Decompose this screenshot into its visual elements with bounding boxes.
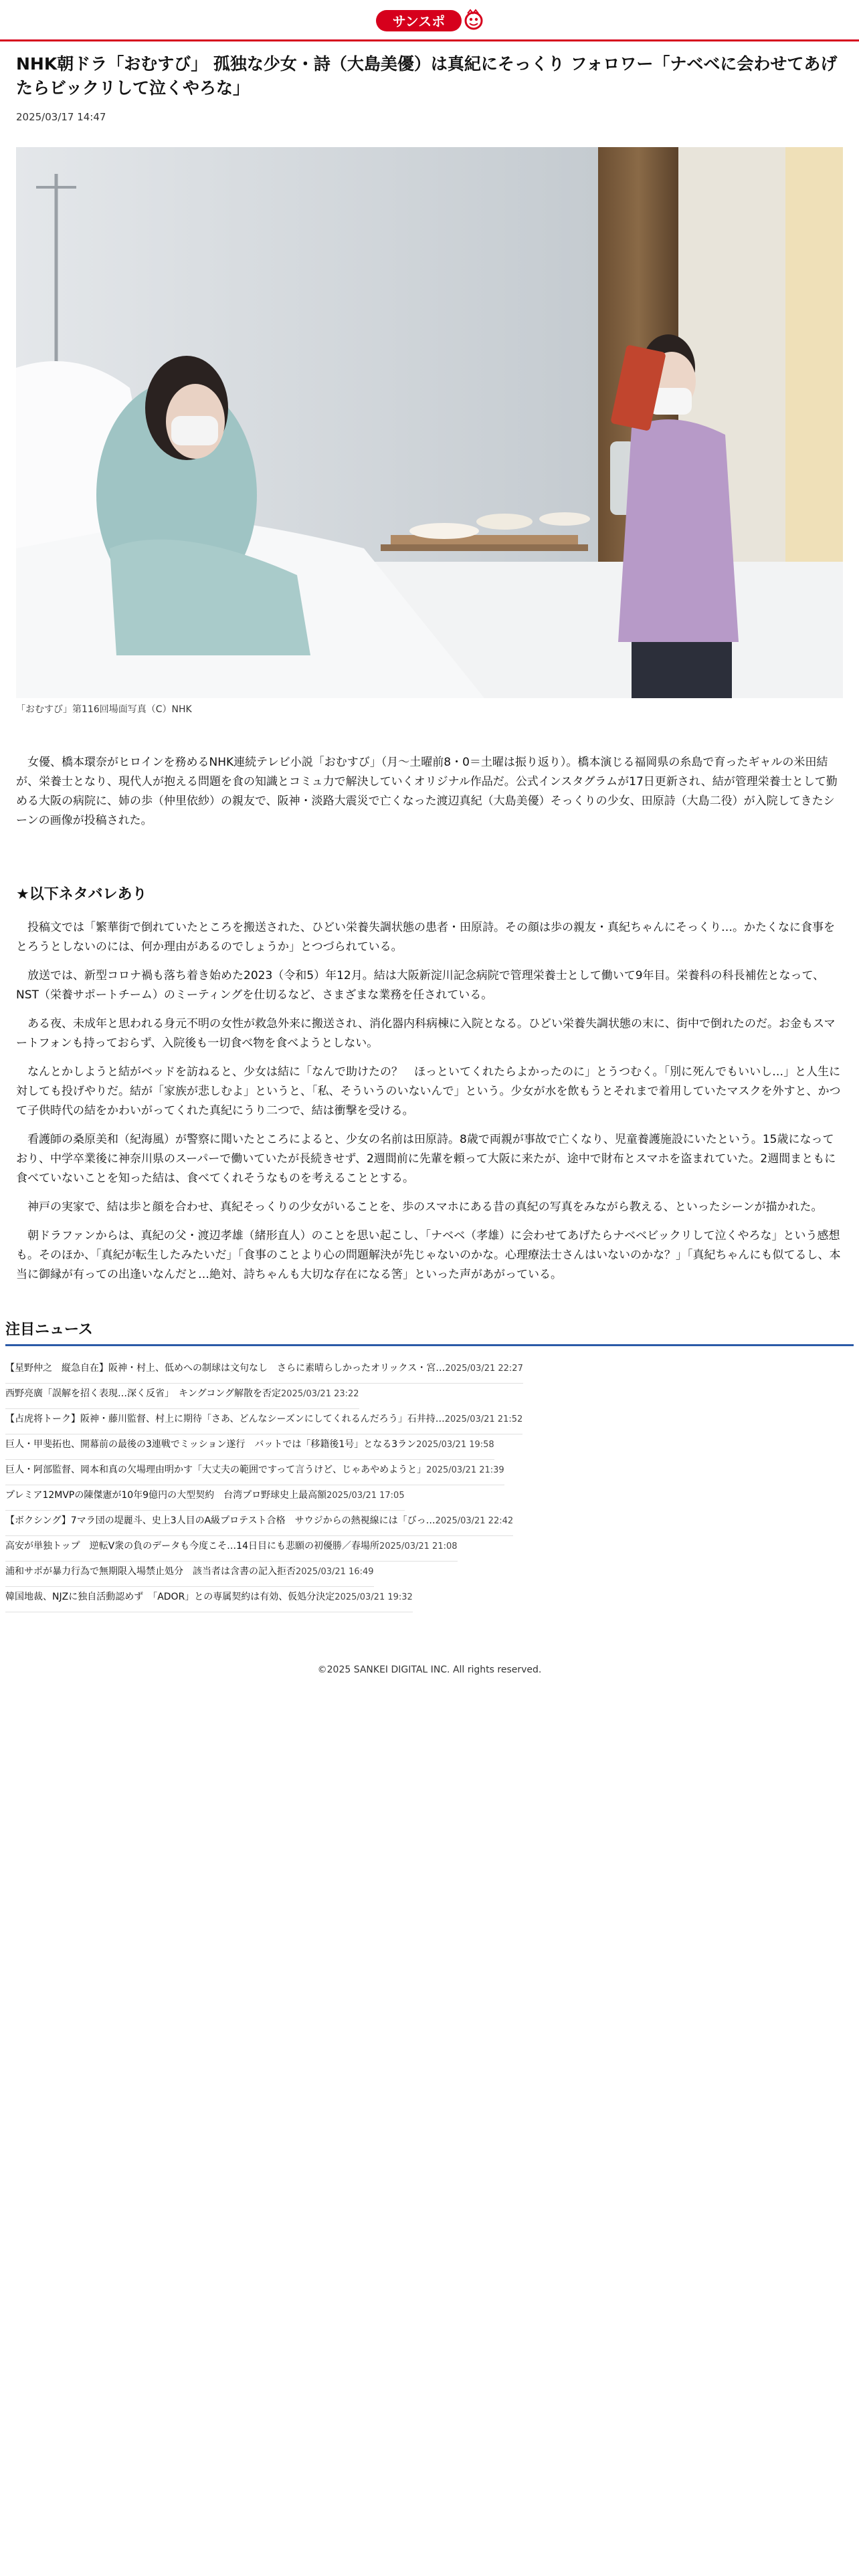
news-time: 2025/03/21 17:05 xyxy=(326,1491,405,1501)
article-body xyxy=(16,753,843,1285)
news-list xyxy=(5,1358,854,1612)
article-date: 2025/03/17 14:47 xyxy=(16,111,106,123)
body-paragraph: 看護師の桑原美和（紀海風）が警察に聞いたところによると、少女の名前は田原詩。8歳で両親が事故で亡くなり、児童養護施設にいたという。15歳になっており、中学卒業後に神奈川県のスーパーで働いていたが長続きせず、2週間前に先輩を頼って大阪に来たが、途中で財布とスマホを盗まれていた。2週間まともに食べていないことを知った結は、食べてくれそうなものを考えることとする。 xyxy=(16,1133,836,1185)
news-item[interactable] xyxy=(5,1434,494,1460)
news-title[interactable]: 高安が単独トップ 逆転V衆の負のデータも今度こそ…14日目にも悲願の初優勝／春場所 xyxy=(5,1541,379,1551)
news-time: 2025/03/21 23:22 xyxy=(281,1389,359,1399)
photo-caption: 「おむすび」第116回場面写真（C）NHK xyxy=(16,704,192,715)
news-item[interactable] xyxy=(5,1485,405,1511)
news-item[interactable] xyxy=(5,1511,513,1536)
site-header xyxy=(0,0,859,41)
news-title[interactable]: プレミア12MVPの陳傑憲が10年9億円の大型契約 台湾プロ野球史上最高額 xyxy=(5,1490,327,1501)
news-title[interactable]: 西野亮廣「誤解を招く表現…深く反省」 キングコング解散を否定 xyxy=(5,1388,282,1399)
body-paragraph: 神戸の実家で、結は歩と顔を合わせ、真紀そっくりの少女がいることを、歩のスマホにある昔の真紀の写真をみながら教える、といったシーンが描かれた。 xyxy=(27,1200,823,1214)
spoiler-heading: ★以下ネタバレあり xyxy=(16,886,147,903)
news-time: 2025/03/21 21:39 xyxy=(426,1465,504,1475)
news-title[interactable]: 巨人・阿部監督、岡本和真の欠場理由明かす「大丈夫の範囲ですって言うけど、じゃあやめようと」 xyxy=(5,1465,427,1475)
news-title[interactable]: 巨人・甲斐拓也、開幕前の最後の3連戦でミッション遂行 バットでは「移籍後1号」となる3ラン xyxy=(5,1439,417,1450)
news-heading: 注目ニュース xyxy=(5,1318,854,1346)
news-time: 2025/03/21 21:08 xyxy=(379,1541,458,1551)
body-paragraph: 放送では、新型コロナ禍も落ち着き始めた2023（令和5）年12月。結は大阪新淀川記念病院で管理栄養士として働いて9年目。栄養科の科長補佐となって、NST（栄養サポートチーム）のミーティングを仕切るなど、さまざまな業務を任されている。 xyxy=(16,969,825,1002)
article-photo xyxy=(16,147,843,698)
news-item[interactable] xyxy=(5,1409,522,1434)
news-time: 2025/03/21 16:49 xyxy=(296,1567,374,1577)
news-time: 2025/03/21 21:52 xyxy=(444,1414,523,1424)
intro-paragraph: 女優、橋本環奈がヒロインを務めるNHK連続テレビ小説「おむすび」（月～土曜前8・0＝土曜は振り返り）。橋本演じる福岡県の糸島で育ったギャルの米田結が、栄養士となり、現代人が抱える問題を食の知識とコミュ力で解決していくオリジナル作品だ。公式インスタグラムが17日更新され、結が管理栄養士として勤める大阪の病院に、姉の歩（仲里依紗）の親友で、阪神・淡路大震災で亡くなった渡辺真紀（大島美優）そっくりの少女、田原詩（大島二役）が入院してきたシーンの画像が投稿された。 xyxy=(16,756,838,827)
news-time: 2025/03/21 22:27 xyxy=(445,1364,523,1374)
news-title[interactable]: 浦和サポが暴力行為で無期限入場禁止処分 該当者は含書の記入拒否 xyxy=(5,1566,296,1577)
body-paragraph: ある夜、未成年と思われる身元不明の女性が救急外来に搬送され、消化器内科病棟に入院となる。ひどい栄養失調状態の末に、街中で倒れたのだ。お金もスマートフォンも持っておらず、入院後も一切食べ物を食べようとしない。 xyxy=(16,1017,836,1050)
news-title[interactable]: 【ボクシング】7マラ団の堤麗斗、史上3人目のA級プロテスト合格 サウジからの熱視線には「びっ… xyxy=(5,1515,436,1526)
news-item[interactable] xyxy=(5,1562,374,1587)
article-title: NHK朝ドラ「おむすび」 孤独な少女・詩（大島美優）は真紀にそっくり フォロワー「ナベベに会わせてあげたらビックリして泣くやろな」 xyxy=(16,54,838,98)
news-title[interactable]: 【占虎将トーク】阪神・藤川監督、村上に期待「さあ、どんなシーズンにしてくれるんだろう」石井持… xyxy=(5,1414,445,1424)
news-item[interactable] xyxy=(5,1384,359,1409)
logo-text: サンスポ xyxy=(392,13,446,29)
news-item[interactable] xyxy=(5,1587,413,1612)
sanspo-logo[interactable] xyxy=(376,7,483,34)
hospital-scene-image xyxy=(16,147,843,698)
footer-copyright: ©2025 SANKEI DIGITAL INC. All rights reserved. xyxy=(317,1665,542,1675)
body-paragraph: 投稿文では「繁華街で倒れていたところを搬送された、ひどい栄養失調状態の患者・田原詩。その顔は歩の親友・真紀ちゃんにそっくり…。かたくなに食事をとろうとしないのには、何か理由があるのでしょうか」とつづられている。 xyxy=(16,921,835,954)
news-title[interactable]: 【星野仲之 縦急自在】阪神・村上、低めへの制球は文句なし さらに素晴らしかったオリックス・宮… xyxy=(5,1363,446,1374)
news-item[interactable] xyxy=(5,1536,458,1562)
featured-news xyxy=(0,1318,859,1612)
news-item[interactable] xyxy=(5,1358,523,1384)
article xyxy=(0,52,859,1285)
body-paragraph: なんとかしようと結がベッドを訪ねると、少女は結に「なんで助けたの？ ほっといてくれたらよかったのに」とうつむく。「別に死んでもいいし…」と人生に対しても投げやりだ。結が「家族が悲しむよ」というと、「私、そういうのいないんで」という。少女が水を飲もうとそれまで着用していたマスクを外すと、かつて子供時代の結をかわいがってくれた真紀にうり二つで、結は衝撃を受ける。 xyxy=(16,1065,841,1117)
news-time: 2025/03/21 19:32 xyxy=(335,1592,413,1602)
news-title[interactable]: 韓国地裁、NJZに独自活動認めず 「ADOR」との専属契約は有効、仮処分決定 xyxy=(5,1592,335,1602)
news-time: 2025/03/21 19:58 xyxy=(416,1440,494,1450)
news-item[interactable] xyxy=(5,1460,504,1485)
news-time: 2025/03/21 22:42 xyxy=(435,1516,514,1526)
body-paragraph: 朝ドラファンからは、真紀の父・渡辺孝雄（緒形直人）のことを思い起こし、「ナベベ（孝雄）に会わせてあげたらナベベビックリして泣くやろな」という感想も。そのほか、「真紀が転生したみたいだ」「食事のことより心の問題解決が先じゃないのかな。心理療法士さんはいないのかな？」「真紀ちゃんにも似てるし、本当に御縁が有っての出逢いなんだと…絶対、詩ちゃんも大切な存在になる筈」といった声があがっている。 xyxy=(16,1229,841,1281)
